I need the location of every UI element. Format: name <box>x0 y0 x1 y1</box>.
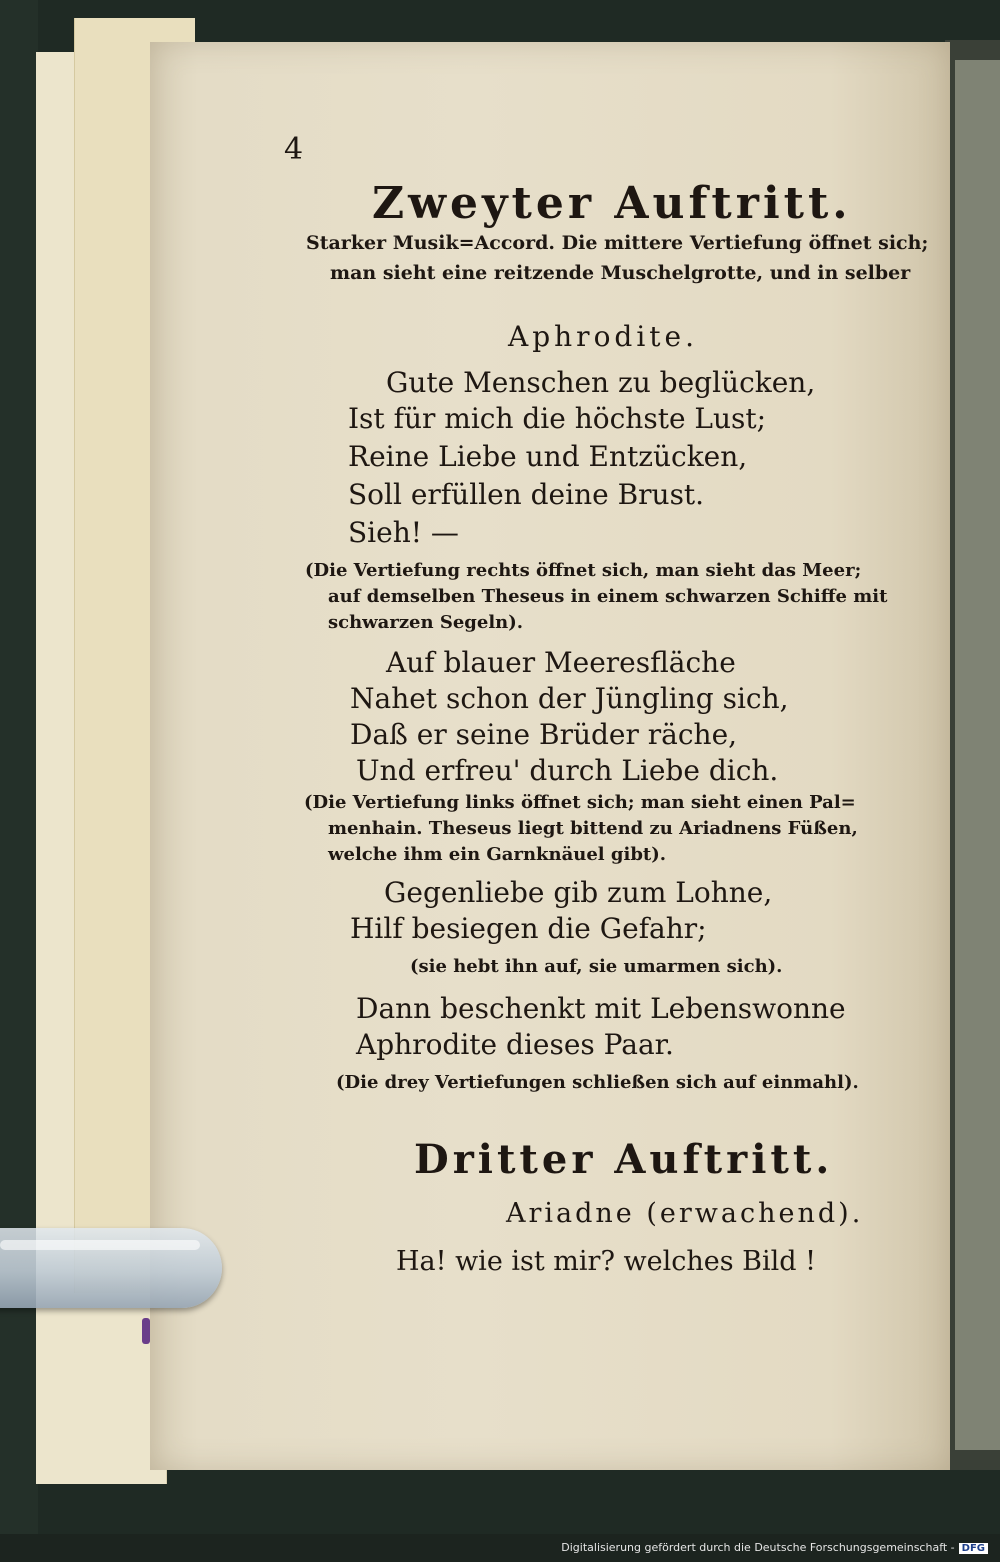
verse-line: Reine Liebe und Entzücken, <box>348 440 748 473</box>
speaker-name: Aphrodite. <box>508 320 699 353</box>
stage-direction-line: (sie hebt ihn auf, sie umarmen sich). <box>410 956 783 977</box>
verse-line: Ha! wie ist mir? welches Bild ! <box>396 1246 816 1277</box>
verse-line: Ist für mich die höchste Lust; <box>348 402 767 435</box>
stage-direction-line: (Die Vertiefung rechts öffnet sich, man sieht das Meer; <box>305 560 862 581</box>
scene-2-heading: Zweyter Auftritt. <box>372 178 852 229</box>
stage-direction-line: welche ihm ein Garnknäuel gibt). <box>328 844 667 865</box>
verse-line: Daß er seine Brüder räche, <box>350 718 738 751</box>
page-number: 4 <box>284 132 304 167</box>
verse-line: Und erfreu' durch Liebe dich. <box>356 754 779 787</box>
verse-line: Sieh! — <box>348 516 459 549</box>
dfg-logo: DFG <box>959 1543 988 1554</box>
verse-line: Soll erfüllen deine Brust. <box>348 478 705 511</box>
stage-direction-line: (Die drey Vertiefungen schließen sich auf einmahl). <box>336 1072 859 1093</box>
verse-line: Auf blauer Meeresfläche <box>386 646 736 679</box>
verse-line: Nahet schon der Jüngling sich, <box>350 682 789 715</box>
verse-line: Dann beschenkt mit Lebenswonne <box>356 992 846 1025</box>
verse-line: Gute Menschen zu beglücken, <box>386 366 816 399</box>
scanner-background <box>0 0 38 1562</box>
funding-note <box>561 1541 988 1554</box>
stage-direction-line: schwarzen Segeln). <box>328 612 524 633</box>
scene-3-heading: Dritter Auftritt. <box>414 1136 834 1183</box>
stage-direction-line: man sieht eine reitzende Muschelgrotte, und in selber <box>330 262 911 284</box>
verse-line: Hilf besiegen die Gefahr; <box>350 912 707 945</box>
speaker-name: Ariadne (erwachend). <box>506 1198 864 1229</box>
stage-direction-line: Starker Musik=Accord. Die mittere Vertiefung öffnet sich; <box>306 232 929 254</box>
verse-line: Aphrodite dieses Paar. <box>356 1028 674 1061</box>
stage-direction-line: menhain. Theseus liegt bittend zu Ariadnens Füßen, <box>328 818 858 839</box>
clip-highlight <box>0 1240 200 1250</box>
verse-line: Gegenliebe gib zum Lohne, <box>384 876 773 909</box>
stage-direction-line: (Die Vertiefung links öffnet sich; man sieht einen Pal= <box>304 792 856 813</box>
stage-direction-line: auf demselben Theseus in einem schwarzen Schiffe mit <box>328 586 888 607</box>
next-page-edge <box>955 60 1000 1450</box>
color-marker <box>142 1318 150 1344</box>
funding-note-text: Digitalisierung gefördert durch die Deutsche Forschungsgemeinschaft - <box>561 1541 955 1554</box>
